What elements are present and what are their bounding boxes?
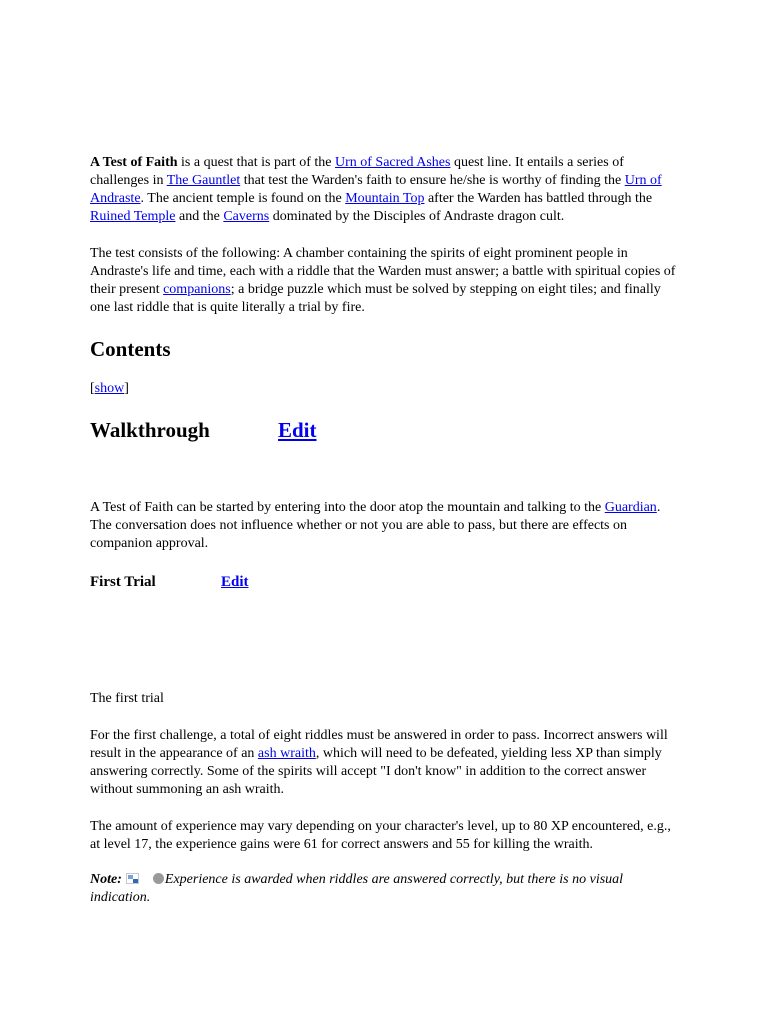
quest-name: A Test of Faith	[90, 155, 178, 170]
link-the-gauntlet[interactable]: The Gauntlet	[166, 173, 241, 188]
link-ruined-temple[interactable]: Ruined Temple	[90, 209, 176, 224]
broken-image-icon	[126, 872, 139, 883]
tests-paragraph: The test consists of the following: A chamber containing the spirits of eight prominent people in Andraste's life and time, each with a riddle that the Warden must answer; a battle with spiritual copies of their present companions; a bridge puzzle which must be solved by stepping on eight tiles; and finally one last riddle that is quite literally a trial by fire.	[90, 246, 676, 315]
toc-show-link[interactable]: show	[94, 381, 125, 396]
first-trial-edit-link[interactable]: Edit	[221, 574, 249, 590]
toc-toggle: [show]	[90, 381, 129, 396]
link-urn-of-sacred-ashes[interactable]: Urn of Sacred Ashes	[334, 155, 451, 170]
link-urn-of-andraste[interactable]: Urn of Andraste	[90, 173, 662, 206]
link-ash-wraith[interactable]: ash wraith	[257, 746, 316, 761]
link-caverns[interactable]: Caverns	[223, 209, 270, 224]
first-trial-heading-row	[90, 572, 682, 592]
riddles-paragraph: For the first challenge, a total of eight riddles must be answered in order to pass. Incorrect answers will result in the appearance of an ash wraith, which will need to be defeated, yielding less XP than simply answering correctly. Some of the spirits will accept "I don't know" in addition to the correct answer without summoning an ash wraith.	[90, 728, 668, 797]
article-body	[90, 154, 682, 907]
intro-paragraph: A Test of Faith is a quest that is part of the Urn of Sacred Ashes quest line. It entails a series of challenges in The Gauntlet that test the Warden's faith to ensure he/she is worthy of finding the Urn of Andraste. The ancient temple is found on the Mountain Top after the Warden has battled through the Ruined Temple and the Caverns dominated by the Disciples of Andraste dragon cult.	[90, 155, 662, 224]
link-mountain-top[interactable]: Mountain Top	[345, 191, 425, 206]
link-companions[interactable]: companions	[163, 282, 231, 297]
contents-heading: Contents	[90, 337, 171, 361]
walkthrough-heading-row	[90, 417, 682, 443]
walkthrough-edit-link[interactable]: Edit	[278, 418, 317, 442]
note-label: Note:	[90, 872, 122, 887]
experience-paragraph: The amount of experience may vary depending on your character's level, up to 80 XP encountered, e.g., at level 17, the experience gains were 61 for correct answers and 55 for killing the wraith.	[90, 819, 671, 852]
image-caption: The first trial	[90, 691, 164, 706]
walkthrough-heading: Walkthrough	[90, 418, 210, 442]
note-text: Experience is awarded when riddles are answered correctly, but there is no visual indication.	[90, 872, 624, 905]
info-dot-icon	[153, 873, 164, 884]
walkthrough-paragraph: A Test of Faith can be started by entering into the door atop the mountain and talking to the Guardian. The conversation does not influence whether or not you are able to pass, but there are effects on companion approval.	[90, 500, 661, 551]
link-guardian[interactable]: Guardian	[604, 500, 657, 515]
first-trial-heading: First Trial	[90, 574, 156, 590]
note-paragraph	[90, 871, 682, 907]
